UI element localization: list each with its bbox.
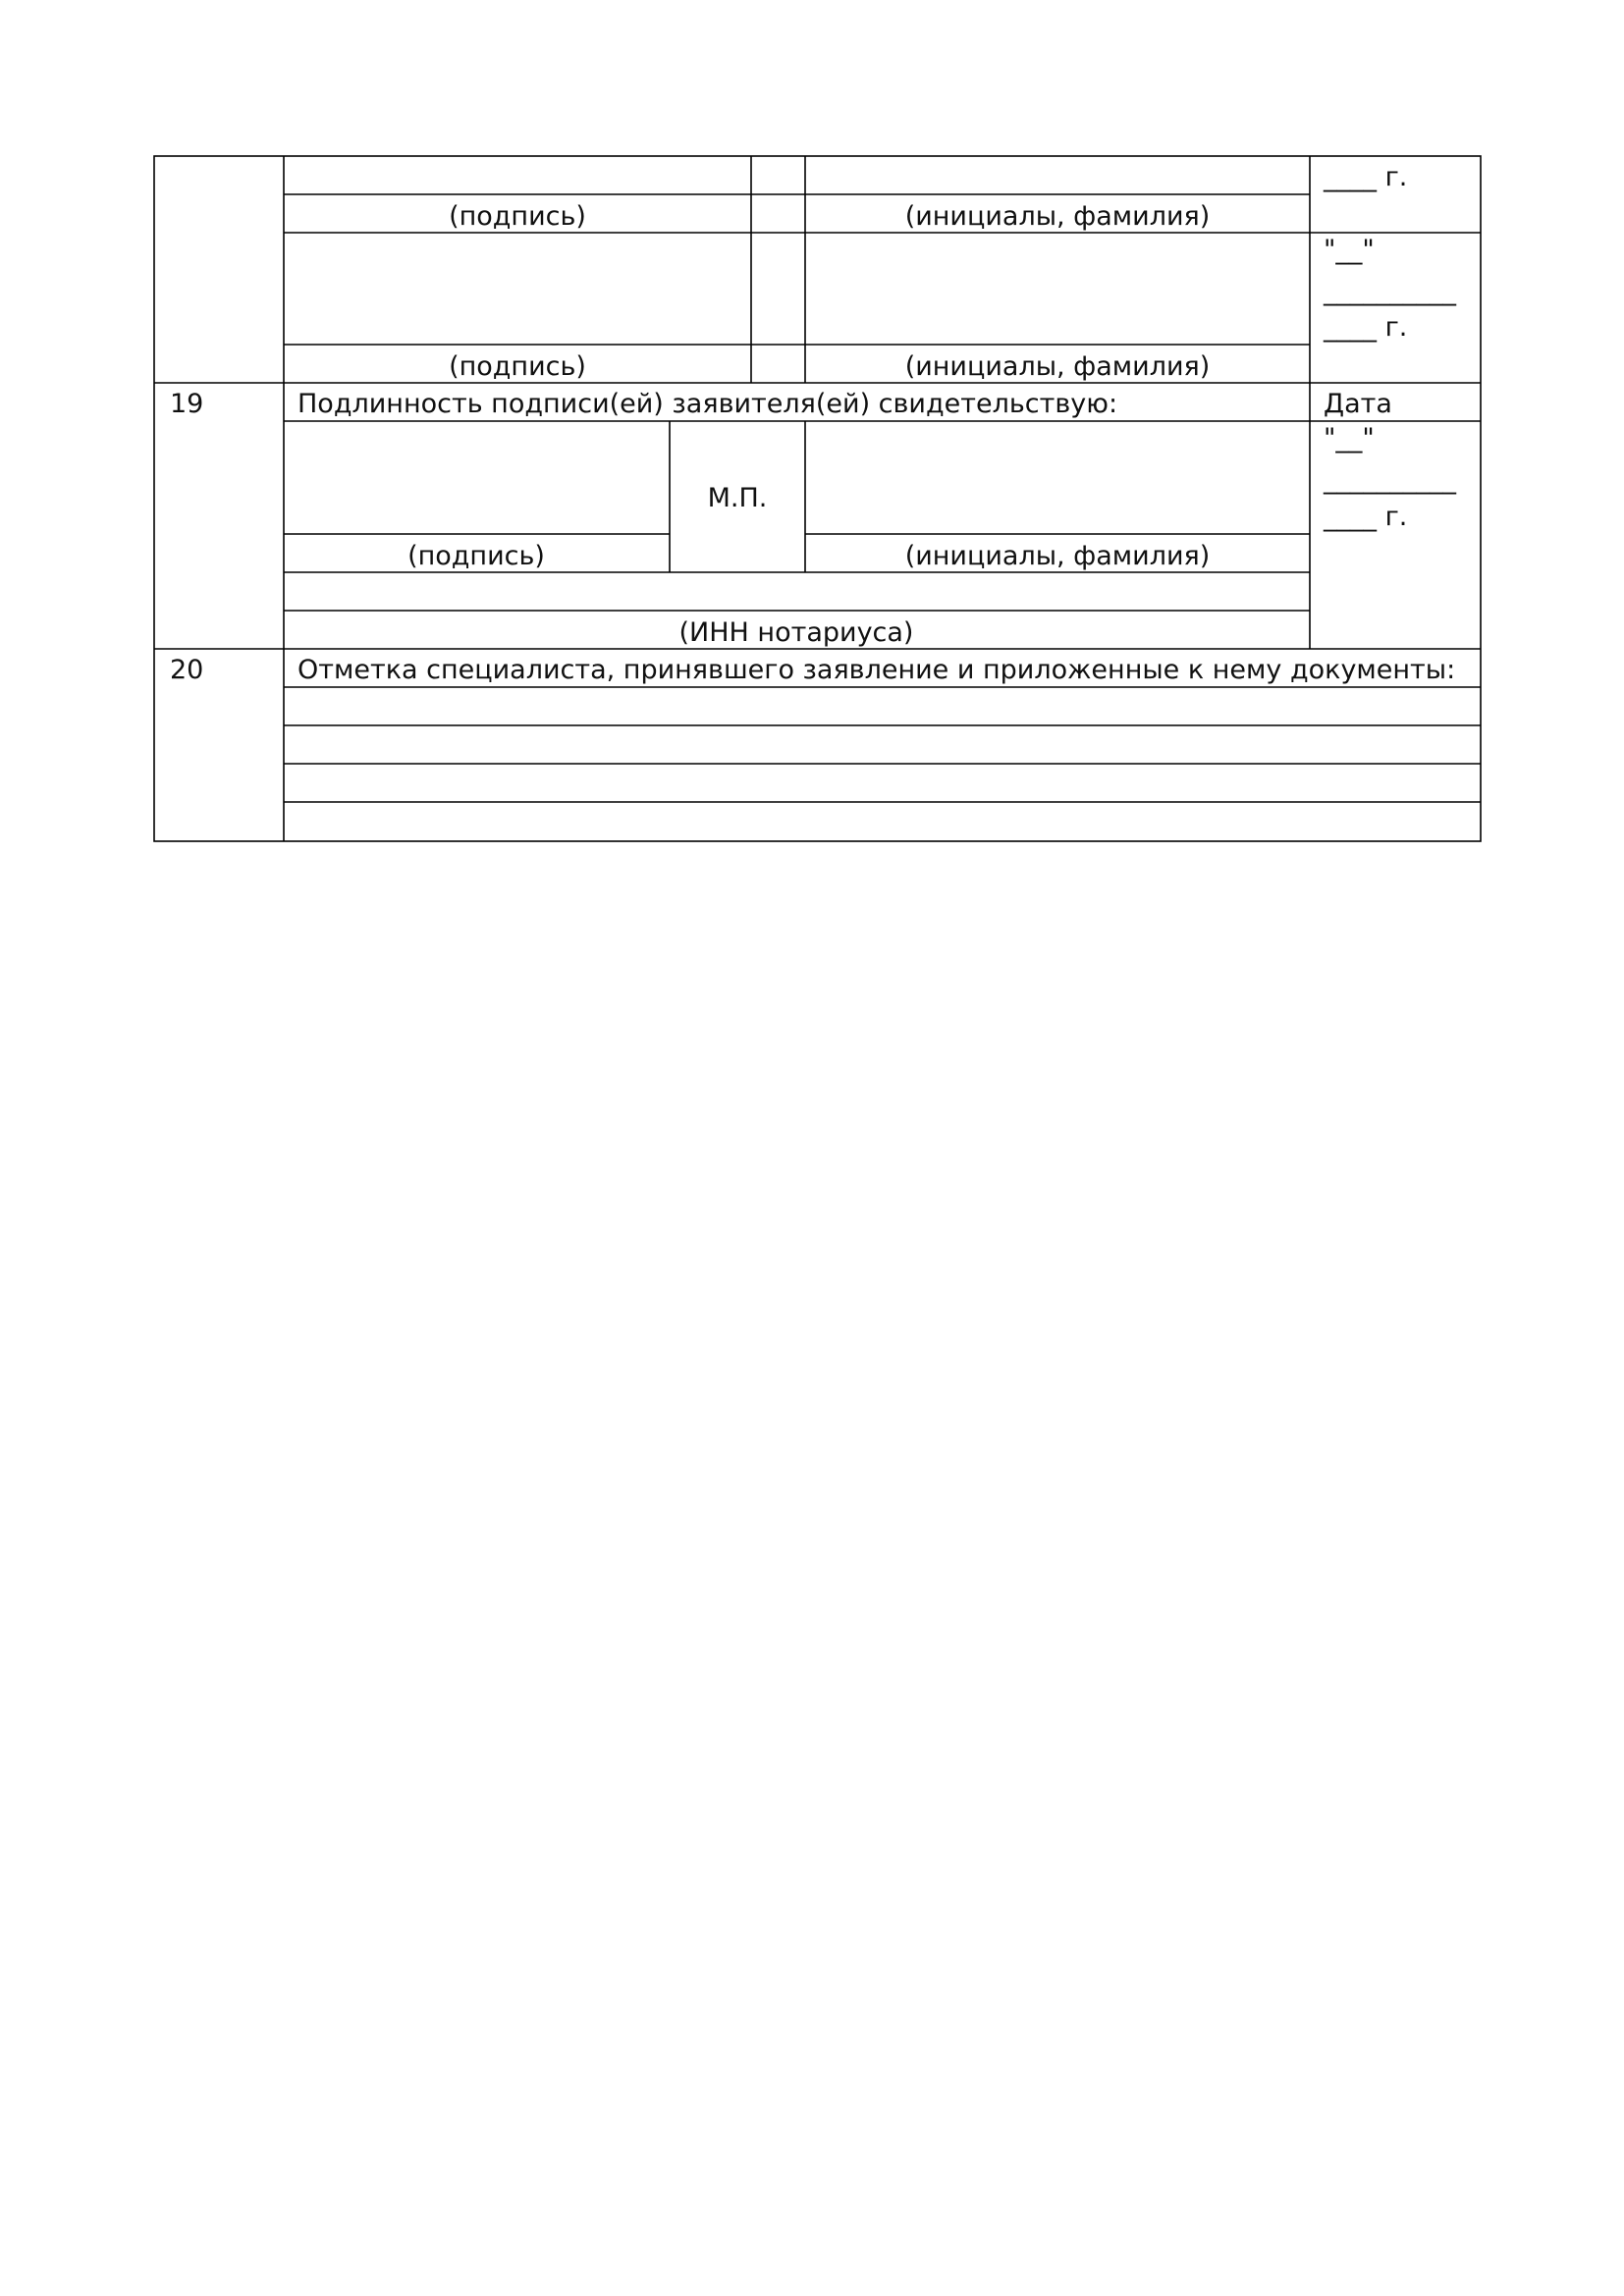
cont-name2-caption: (инициалы, фамилия) — [904, 351, 1211, 382]
row19-sig-caption: (подпись) — [407, 541, 545, 571]
row19-number: 19 — [170, 389, 204, 419]
row19-name-caption: (инициалы, фамилия) — [904, 541, 1211, 571]
cont-name1-caption: (инициалы, фамилия) — [904, 201, 1211, 232]
row19-stamp-label: М.П. — [707, 483, 768, 513]
cont-sig1-caption: (подпись) — [449, 201, 586, 232]
cont-date2-line: __________ — [1324, 276, 1456, 306]
row19-date-year: ____ г. — [1324, 502, 1408, 532]
table-grid — [154, 156, 1481, 841]
row19-date-line: __________ — [1324, 464, 1456, 495]
row20-title: Отметка специалиста, принявшего заявление и приложенные к нему документы: — [298, 655, 1456, 685]
row19-title: Подлинность подписи(ей) заявителя(ей) свидетельствую: — [298, 389, 1118, 419]
table-border — [154, 156, 1481, 841]
cont-sig2-caption: (подпись) — [449, 351, 586, 382]
row19-date-quote: "__" — [1324, 423, 1375, 454]
cont-date2-year: ____ г. — [1324, 312, 1408, 343]
row19-inn-caption: (ИНН нотариуса) — [678, 617, 914, 648]
cont-date1-year: ____ г. — [1324, 162, 1408, 192]
row20-number: 20 — [170, 655, 204, 685]
cont-date2-quote: "__" — [1324, 235, 1375, 265]
row19-date-label: Дата — [1324, 389, 1392, 419]
